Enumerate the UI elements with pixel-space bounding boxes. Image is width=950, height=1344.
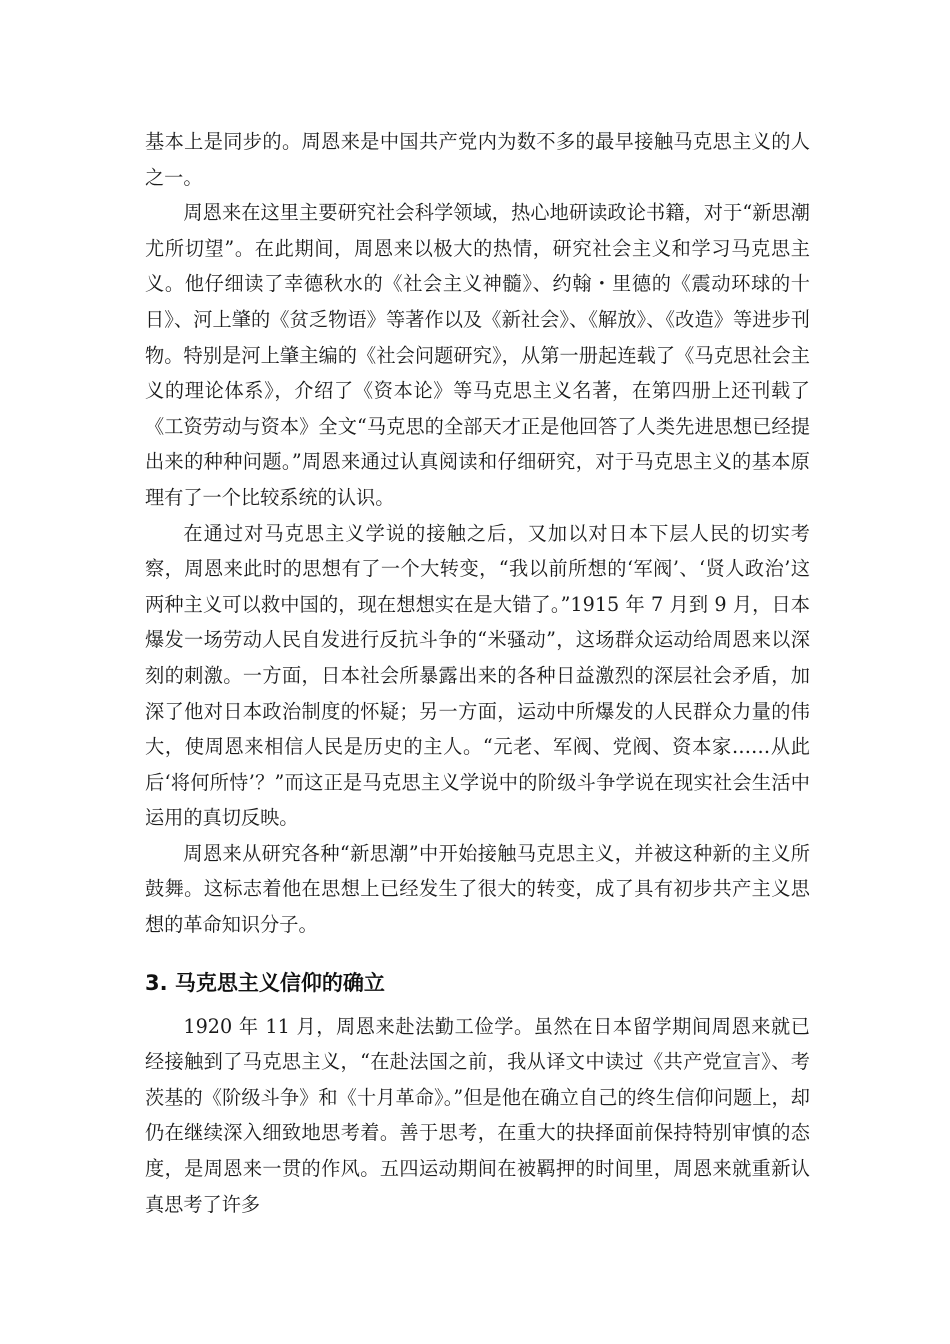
paragraph: 1920 年 11 月，周恩来赴法勤工俭学。虽然在日本留学期间周恩来就已经接触到了马克思主义，“在赴法国之前，我从译文中读过《共产党宣言》、考茨基的《阶级斗争》和《十月革命》。”但是他在确立自己的终生信仰问题上，却仍在继续深入细致地思考着。善于思考，在重大的抉择面前保持特别审慎的态度，是周恩来一贯的作风。五四运动期间在被羁押的时间里，周恩来就重新认真思考了许多 xyxy=(145,1014,810,1216)
paragraph: 在通过对马克思主义学说的接触之后，又加以对日本下层人民的切实考察，周恩来此时的思想有了一个大转变，“我以前所想的‘军阀’、‘贤人政治’这两种主义可以救中国的，现在想想实在是大错了。”1915 年 7 月到 9 月，日本爆发一场劳动人民自发进行反抗斗争的“米骚动”，这场群众运动给周恩来以深刻的刺激。一方面，日本社会所暴露出来的各种日益激烈的深层社会矛盾，加深了他对日本政治制度的怀疑；另一方面，运动中所爆发的人民群众力量的伟大，使周恩来相信人民是历史的主人。“元老、军阀、党阀、资本家……从此后‘将何所恃’？”而这正是马克思主义学说中的阶级斗争学说在现实社会生活中运用的真切反映。 xyxy=(145,521,810,830)
section-heading: 3. 马克思主义信仰的确立 xyxy=(145,970,385,995)
paragraph: 基本上是同步的。周恩来是中国共产党内为数不多的最早接触马克思主义的人之一。 xyxy=(145,130,810,189)
paragraph: 周恩来在这里主要研究社会科学领域，热心地研读政论书籍，对于“新思潮尤所切望”。在此期间，周恩来以极大的热情，研究社会主义和学习马克思主义。他仔细读了幸德秋水的《社会主义神髓》、约翰・里德的《震动环球的十日》、河上肇的《贫乏物语》等著作以及《新社会》、《解放》、《改造》等进步刊物。特别是河上肇主编的《社会问题研究》，从第一册起连载了《马克思社会主义的理论体系》，介绍了《资本论》等马克思主义名著，在第四册上还刊载了《工资劳动与资本》全文“马克思的全部天才正是他回答了人类先进思想已经提出来的种种问题。”周恩来通过认真阅读和仔细研究，对于马克思主义的基本原理有了一个比较系统的认识。 xyxy=(145,201,810,509)
paragraph: 周恩来从研究各种“新思潮”中开始接触马克思主义，并被这种新的主义所鼓舞。这标志着他在思想上已经发生了很大的转变，成了具有初步共产主义思想的革命知识分子。 xyxy=(145,841,810,937)
document-body xyxy=(145,124,810,1222)
